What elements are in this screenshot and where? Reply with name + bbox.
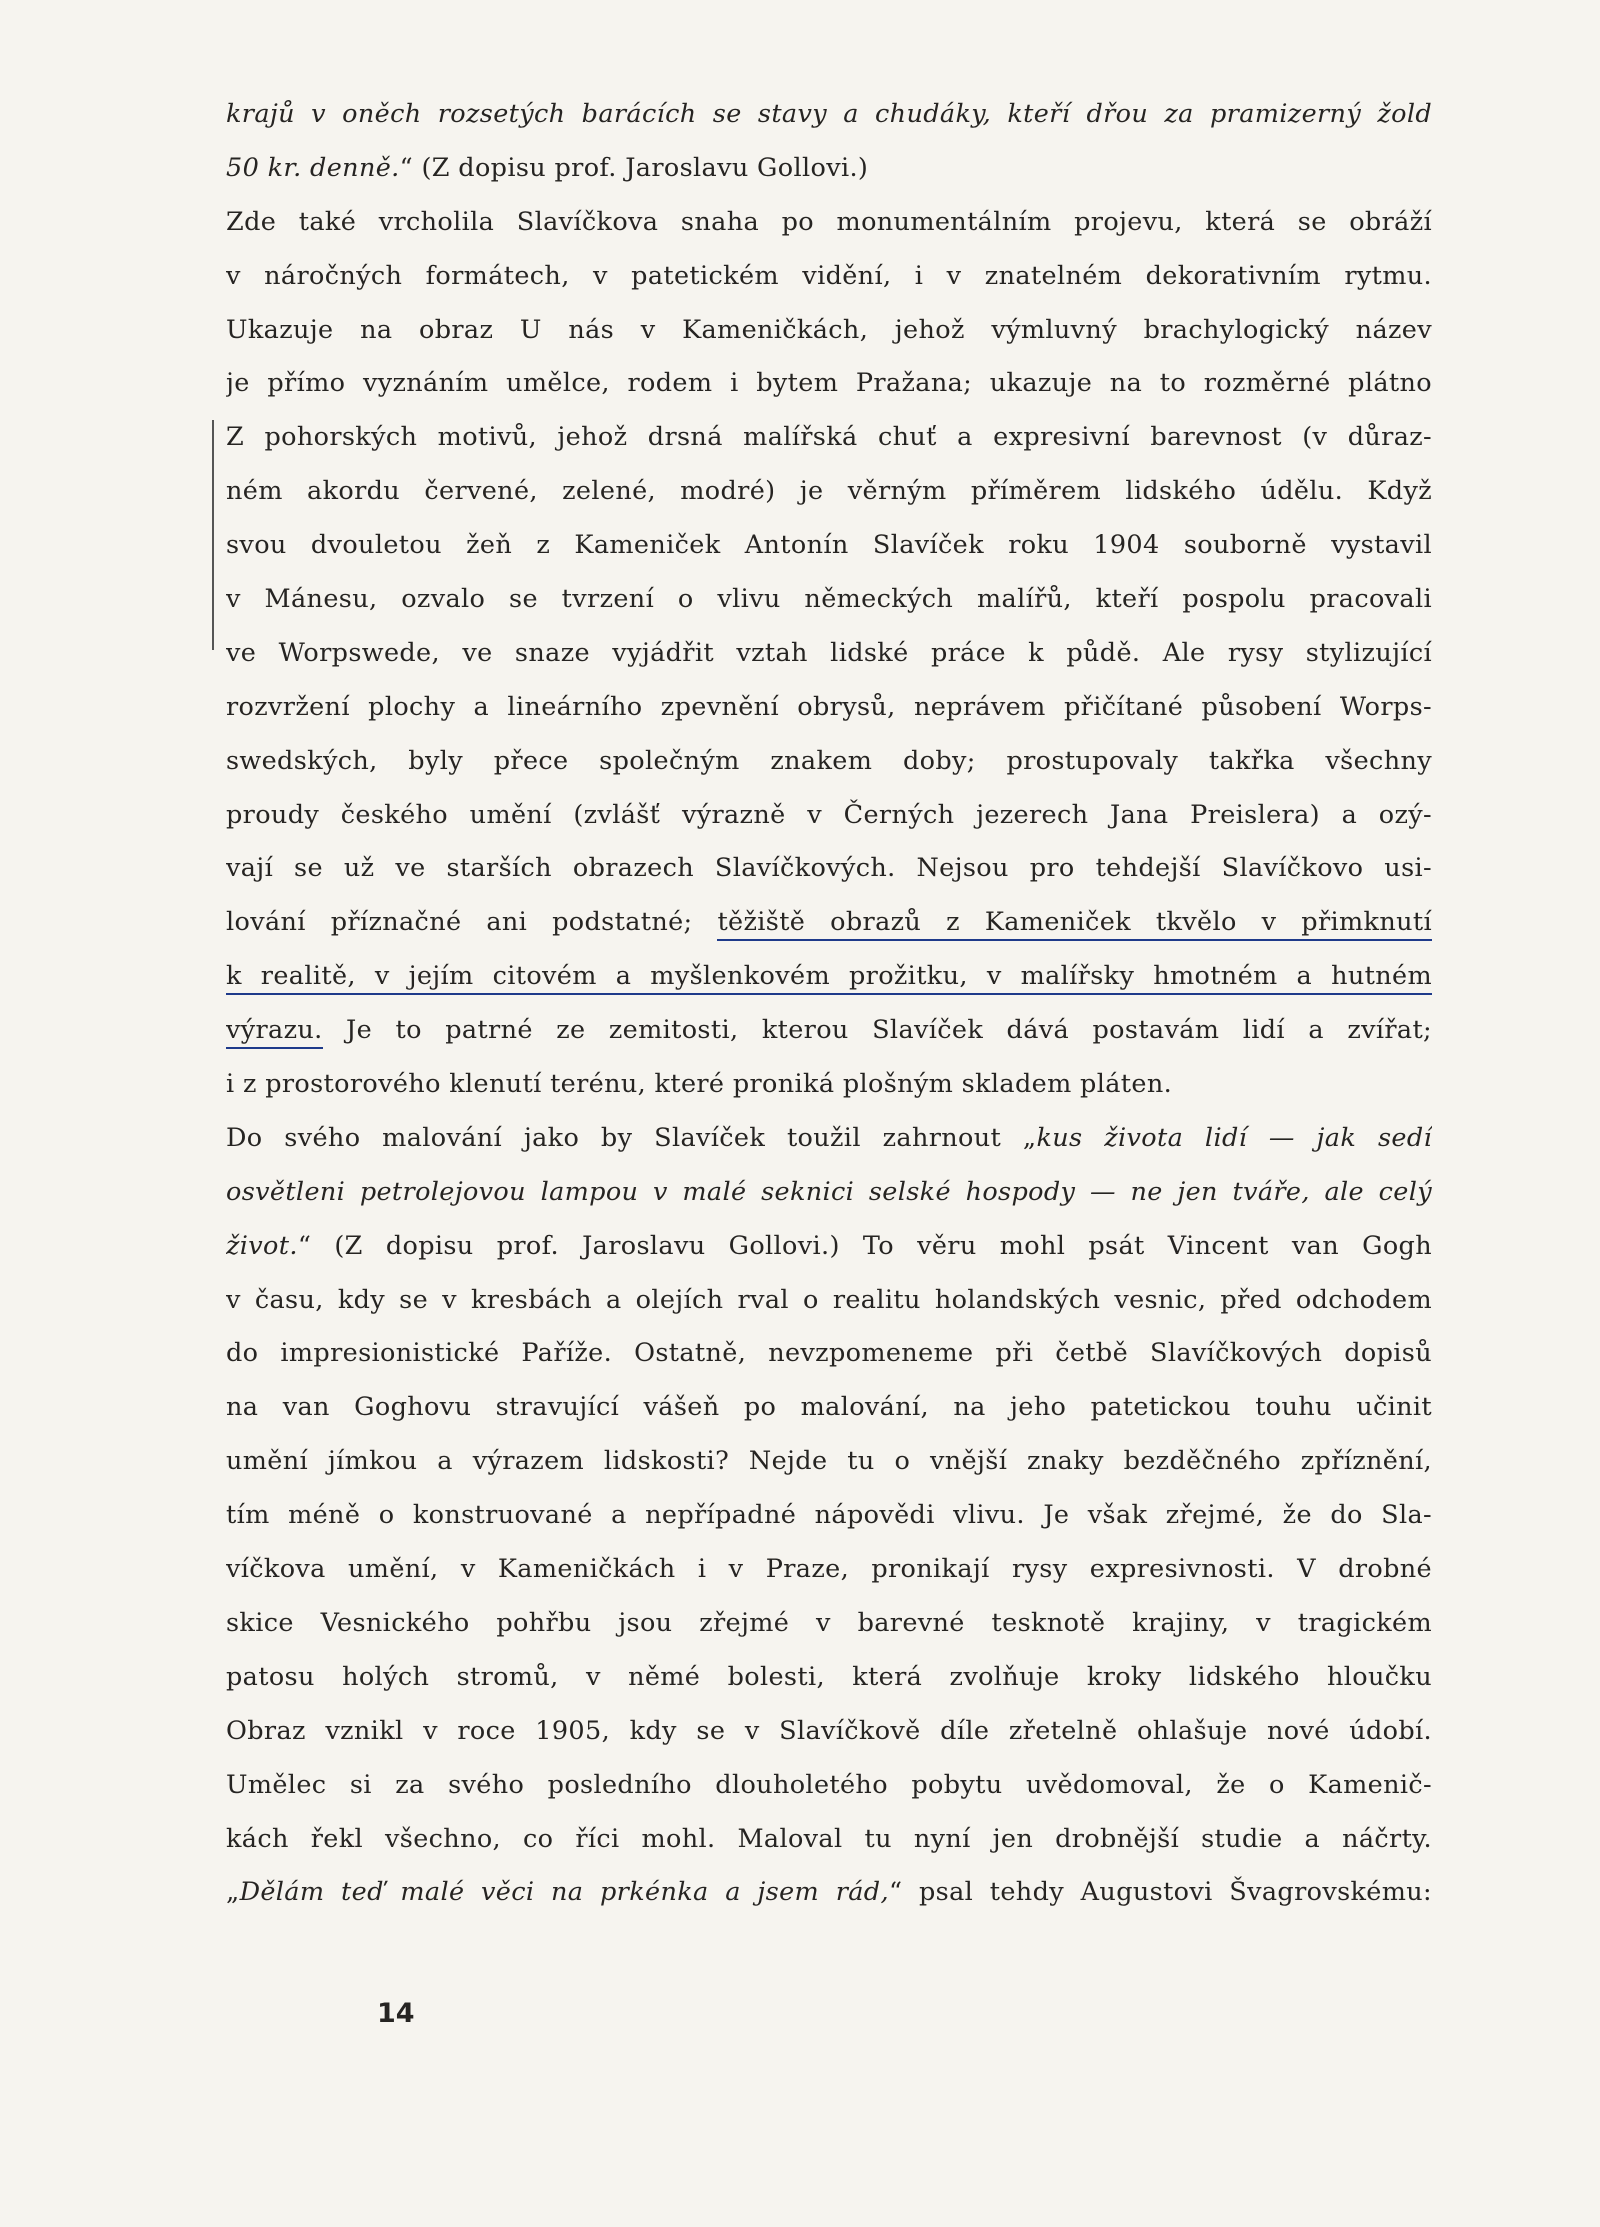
- italic-text: Dělám teď malé věci na prkénka a jsem rád,: [239, 1877, 889, 1908]
- text-run: v času, kdy se v kresbách a olejích rval o realitu holandských vesnic, před odchodem: [226, 1284, 1432, 1315]
- text-run: swedských, byly přece společným znakem doby; prostupovaly takřka všechny: [226, 745, 1432, 776]
- text-run: do impresionistické Paříže. Ostatně, nevzpomeneme při četbě Slavíčkových dopisů: [226, 1338, 1432, 1369]
- text-line: [226, 1705, 1432, 1759]
- text-run: ném akordu červené, zelené, modré) je věrným příměrem lidského údělu. Když: [226, 476, 1432, 507]
- underlined-text: výrazu.: [226, 1015, 323, 1049]
- text-run: Do svého malování jako by Slavíček toužil zahrnout „: [226, 1122, 1037, 1153]
- text-run: “ (Z dopisu prof. Jaroslavu Gollovi.): [399, 152, 869, 183]
- margin-annotation-line: [212, 420, 214, 650]
- text-run: patosu holých stromů, v němé bolesti, která zvolňuje kroky lidského hloučku: [226, 1661, 1432, 1692]
- text-line: [226, 304, 1432, 358]
- text-line: [226, 411, 1432, 465]
- text-line: [226, 1058, 1432, 1112]
- text-run: svou dvouletou žeň z Kameniček Antonín Slavíček roku 1904 souborně vystavil: [226, 530, 1432, 561]
- text-line: [226, 1166, 1432, 1220]
- text-line: [226, 842, 1432, 896]
- text-line: [226, 357, 1432, 411]
- text-line: [226, 1004, 1432, 1058]
- text-line: [226, 1381, 1432, 1435]
- text-run: Je to patrné ze zemitosti, kterou Slavíček dává postavám lidí a zvířat;: [322, 1015, 1432, 1046]
- text-run: rozvržení plochy a lineárního zpevnění obrysů, neprávem přičítané působení Worps-: [226, 691, 1432, 722]
- text-line: [226, 88, 1432, 142]
- text-run: vají se už ve starších obrazech Slavíčkových. Nejsou pro tehdejší Slavíčkovo usi-: [226, 853, 1432, 884]
- text-run: proudy českého umění (zvlášť výrazně v Černých jezerech Jana Preislera) a ozý-: [226, 799, 1432, 830]
- text-line: [226, 1759, 1432, 1813]
- italic-text: kus života lidí — jak sedí: [1036, 1122, 1432, 1153]
- text-run: Umělec si za svého posledního dlouholetého pobytu uvědomoval, že o Kamenič-: [226, 1769, 1432, 1800]
- italic-text: život.: [226, 1230, 298, 1261]
- text-run: “ (Z dopisu prof. Jaroslavu Gollovi.) To věru mohl psát Vincent van Gogh: [297, 1230, 1432, 1261]
- text-run: Zde také vrcholila Slavíčkova snaha po monumentálním projevu, která se obráží: [226, 206, 1432, 237]
- text-line: [226, 1489, 1432, 1543]
- text-run: ve Worpswede, ve snaze vyjádřit vztah lidské práce k půdě. Ale rysy stylizující: [226, 637, 1432, 668]
- text-run: je přímo vyznáním umělce, rodem i bytem Pražana; ukazuje na to rozměrné plátno: [226, 368, 1432, 399]
- text-run: lování příznačné ani podstatné;: [226, 907, 718, 938]
- text-line: [226, 573, 1432, 627]
- text-line: [226, 1813, 1432, 1867]
- text-run: „: [226, 1877, 240, 1908]
- text-line: [226, 1220, 1432, 1274]
- text-line: [226, 1274, 1432, 1328]
- text-run: kách řekl všechno, co říci mohl. Maloval tu nyní jen drobnější studie a náčrty.: [226, 1823, 1432, 1854]
- text-line: [226, 142, 1432, 196]
- underlined-text: k realitě, v jejím citovém a myšlenkovém prožitku, v malířsky hmotném a hutném: [226, 961, 1432, 995]
- text-run: Obraz vznikl v roce 1905, kdy se v Slavíčkově díle zřetelně ohlašuje nové údobí.: [226, 1715, 1432, 1746]
- text-run: umění jímkou a výrazem lidskosti? Nejde tu o vnější znaky bezděčného zpříznění,: [226, 1446, 1432, 1477]
- text-line: [226, 1597, 1432, 1651]
- text-line: [226, 1327, 1432, 1381]
- body-text: [226, 88, 1432, 1920]
- italic-text: 50 kr. denně.: [226, 152, 400, 183]
- text-line: [226, 627, 1432, 681]
- text-run: víčkova umění, v Kameničkách i v Praze, pronikají rysy expresivnosti. V drobné: [226, 1554, 1432, 1585]
- text-line: [226, 735, 1432, 789]
- text-run: “ psal tehdy Augustovi Švagrovskému:: [888, 1877, 1432, 1908]
- text-run: skice Vesnického pohřbu jsou zřejmé v barevné tesknotě krajiny, v tragickém: [226, 1607, 1432, 1638]
- text-line: [226, 196, 1432, 250]
- text-run: v náročných formátech, v patetickém vidění, i v znatelném dekorativním rytmu.: [226, 260, 1432, 291]
- page-number: 14: [377, 1998, 415, 2029]
- text-run: i z prostorového klenutí terénu, které proniká plošným skladem pláten.: [226, 1069, 1173, 1100]
- text-run: Z pohorských motivů, jehož drsná malířská chuť a expresivní barevnost (v důraz-: [226, 422, 1432, 453]
- text-line: [226, 1651, 1432, 1705]
- italic-text: osvětleni petrolejovou lampou v malé seknici selské hospody — ne jen tváře, ale celý: [226, 1176, 1432, 1207]
- text-run: na van Goghovu stravující vášeň po malování, na jeho patetickou touhu učinit: [226, 1392, 1432, 1423]
- italic-text: krajů v oněch rozsetých barácích se stavy a chudáky, kteří dřou za pramizerný žold: [226, 99, 1432, 129]
- underlined-text: těžiště obrazů z Kameniček tkvělo v přimknutí: [717, 907, 1432, 941]
- text-line: [226, 950, 1432, 1004]
- text-line: [226, 1866, 1432, 1920]
- text-run: tím méně o konstruované a nepřípadné nápovědi vlivu. Je však zřejmé, že do Sla-: [226, 1500, 1432, 1531]
- text-line: [226, 896, 1432, 950]
- text-line: [226, 1543, 1432, 1597]
- text-run: Ukazuje na obraz U nás v Kameničkách, jehož výmluvný brachylogický název: [226, 314, 1432, 345]
- text-line: [226, 250, 1432, 304]
- text-line: [226, 1435, 1432, 1489]
- text-run: v Mánesu, ozvalo se tvrzení o vlivu německých malířů, kteří pospolu pracovali: [226, 584, 1432, 615]
- text-line: [226, 681, 1432, 735]
- text-line: [226, 789, 1432, 843]
- text-line: [226, 1112, 1432, 1166]
- text-line: [226, 519, 1432, 573]
- text-line: [226, 465, 1432, 519]
